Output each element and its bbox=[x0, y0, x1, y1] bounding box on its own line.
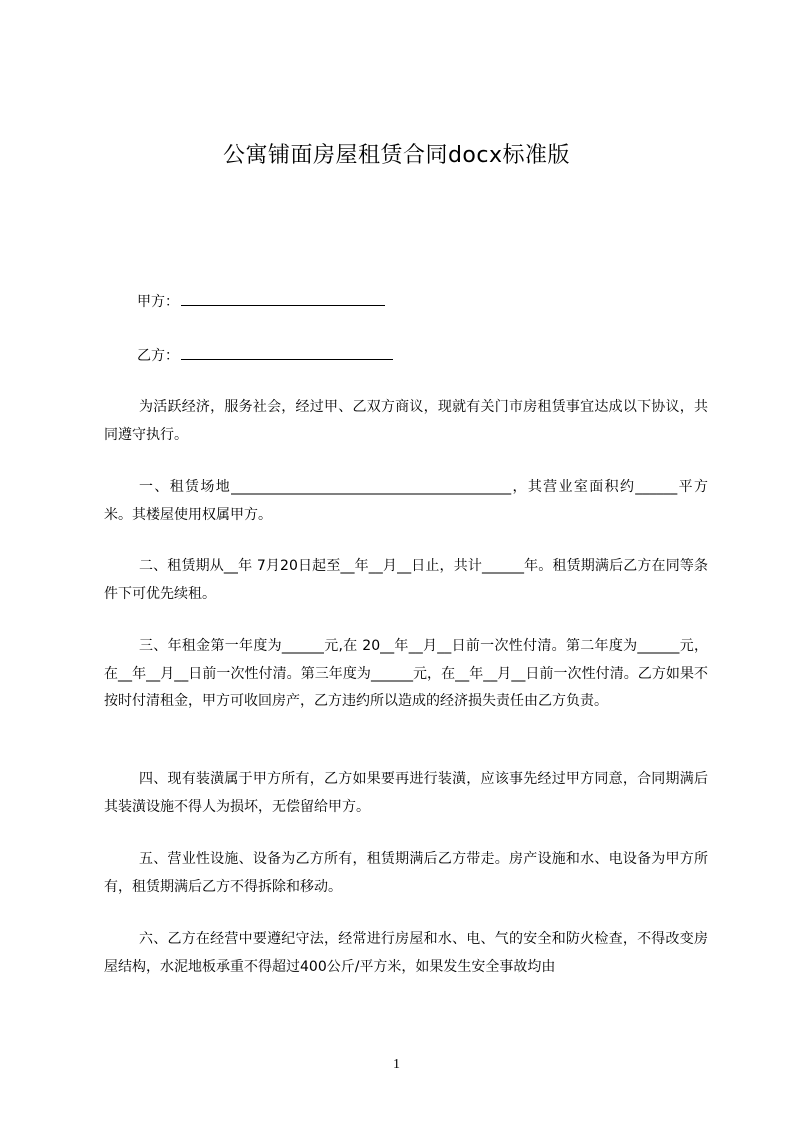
party-b-label: 乙方： bbox=[137, 348, 179, 364]
paragraph-clause-1: 一、租赁场地________________________________________，其营业室面积约______平方米。其楼屋使用权属甲方。 bbox=[104, 479, 708, 523]
paragraph-clause-6: 六、乙方在经营中要遵纪守法，经常进行房屋和水、电、气的安全和防火检查，不得改变房屋结构，水泥地板承重不得超过400公斤/平方米，如果发生安全事故均由 bbox=[104, 931, 708, 975]
paragraph-intro: 为活跃经济，服务社会，经过甲、乙双方商议，现就有关门市房租赁事宜达成以下协议，共同遵守执行。 bbox=[104, 399, 708, 443]
paragraph-clause-3: 三、年租金第一年度为______元,在 20__年__月__日前一次性付清。第二年度为______元，在__年__月__日前一次性付清。第三年度为______元，在__年__月__日前一次性付清。乙方如果不按时付清租金，甲方可收回房产，乙方违约所以造成的经济损失责任由乙方负责。 bbox=[104, 638, 708, 709]
party-a-label: 甲方： bbox=[137, 294, 179, 310]
page-number: 1 bbox=[393, 1057, 400, 1072]
party-a-line bbox=[137, 292, 385, 311]
paragraph-clause-2: 二、租赁期从__年 7月20日起至__年__月__日止，共计______年。租赁期满后乙方在同等条件下可优先续租。 bbox=[104, 558, 708, 602]
document-title: 公寓铺面房屋租赁合同docx标准版 bbox=[222, 143, 571, 168]
paragraph-clause-5: 五、营业性设施、设备为乙方所有，租赁期满后乙方带走。房产设施和水、电设备为甲方所有，租赁期满后乙方不得拆除和移动。 bbox=[104, 851, 708, 895]
party-b-blank bbox=[181, 346, 393, 360]
paragraph-clause-4: 四、现有装潢属于甲方所有，乙方如果要再进行装潢，应该事先经过甲方同意，合同期满后其装潢设施不得人为损坏，无偿留给甲方。 bbox=[104, 771, 708, 815]
party-a-blank bbox=[181, 292, 385, 306]
party-b-line bbox=[137, 346, 393, 365]
